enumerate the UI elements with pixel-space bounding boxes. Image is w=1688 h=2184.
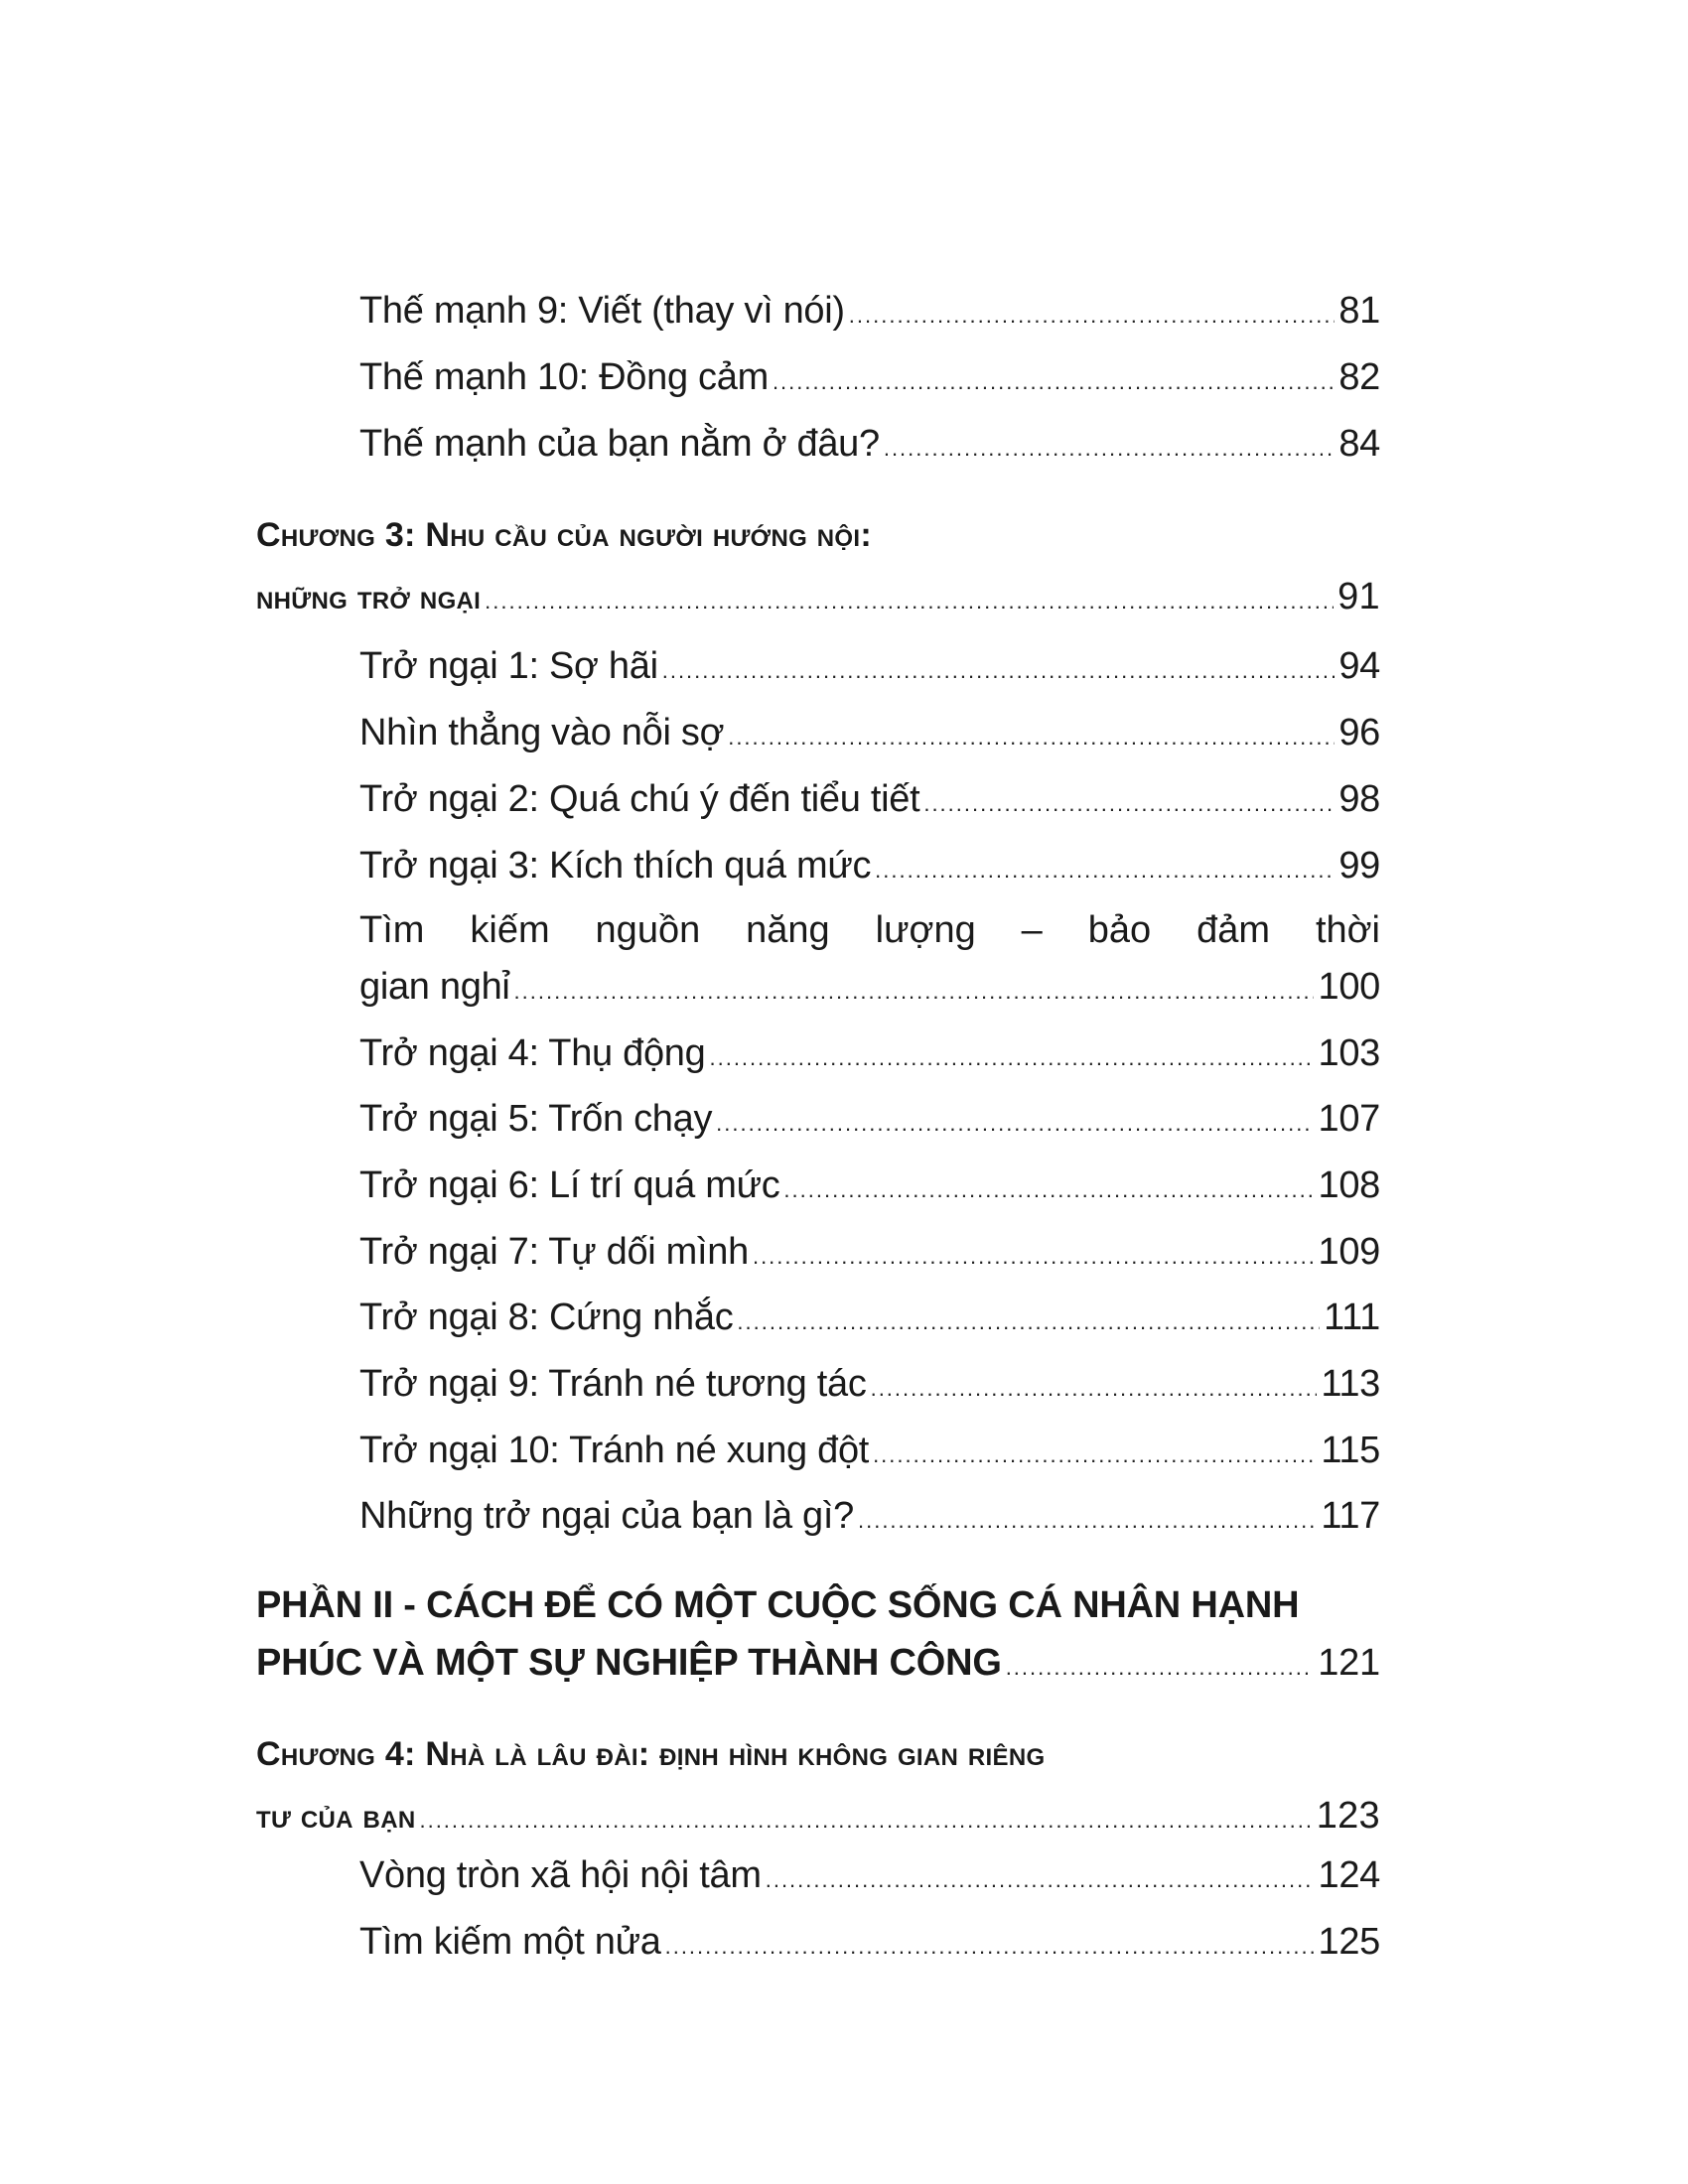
toc-entry-page: 117 — [1321, 1495, 1380, 1537]
dot-leader — [419, 1810, 1312, 1832]
chapter-3-title-line1: Chương 3: Nhu cầu của người hướng nội: — [256, 516, 872, 554]
toc-entry-title: Thế mạnh 9: Viết (thay vì nói) — [359, 290, 845, 332]
toc-entry-page: 98 — [1338, 778, 1380, 820]
toc-entry-page: 109 — [1318, 1231, 1380, 1273]
toc-entry-title: Trở ngại 7: Tự dối mình — [359, 1231, 749, 1273]
chapter-4-heading-line1[interactable] — [256, 1735, 1380, 1774]
chapter-4-title-line1: Chương 4: Nhà là lâu đài: định hình không gian riêng — [256, 1735, 1046, 1773]
dot-leader — [875, 860, 1335, 882]
toc-entry-title: Trở ngại 5: Trốn chạy — [359, 1098, 713, 1140]
toc-entry[interactable] — [359, 1297, 1380, 1339]
part-2-title-line2: PHÚC VÀ MỘT SỰ NGHIỆP THÀNH CÔNG — [256, 1642, 1002, 1684]
chapter-3-heading-line2[interactable] — [256, 576, 1380, 618]
toc-entry-page: 115 — [1321, 1430, 1380, 1471]
dot-leader — [753, 1246, 1315, 1268]
toc-entry-title: Trở ngại 1: Sợ hãi — [359, 645, 658, 687]
toc-entry[interactable] — [359, 1164, 1380, 1207]
toc-entry-page: 82 — [1338, 356, 1380, 398]
toc-entry-title: Trở ngại 10: Tránh né xung đột — [359, 1430, 870, 1471]
word: Tìm — [359, 909, 425, 951]
dot-leader — [709, 1047, 1314, 1069]
word: lượng — [875, 909, 976, 951]
toc-entry-page: 99 — [1338, 845, 1380, 887]
dot-leader — [716, 1113, 1314, 1135]
dot-leader — [1006, 1657, 1315, 1679]
toc-entry[interactable] — [359, 778, 1380, 821]
dot-leader — [662, 660, 1336, 682]
part-2-heading-line1[interactable] — [256, 1584, 1380, 1627]
word: đảm — [1196, 909, 1270, 951]
dot-leader — [858, 1510, 1317, 1532]
dot-leader — [514, 981, 1315, 1003]
toc-entry-title: Những trở ngại của bạn là gì? — [359, 1495, 854, 1537]
word: – — [1021, 909, 1043, 951]
part-2-page: 121 — [1318, 1642, 1380, 1684]
toc-entry-multiline-line2[interactable] — [359, 966, 1380, 1009]
dot-leader — [773, 371, 1335, 393]
toc-entry-page: 125 — [1318, 1921, 1380, 1963]
toc-entry-title: Trở ngại 2: Quá chú ý đến tiểu tiết — [359, 778, 920, 820]
dot-leader — [871, 1378, 1318, 1400]
toc-entry-page: 96 — [1338, 712, 1380, 753]
word: bảo — [1087, 909, 1152, 951]
chapter-3-page: 91 — [1337, 576, 1380, 617]
dot-leader — [849, 305, 1336, 327]
toc-entry[interactable] — [359, 1495, 1380, 1538]
toc-entry-title: Thế mạnh của bạn nằm ở đâu? — [359, 423, 880, 465]
toc-entry-page: 84 — [1338, 423, 1380, 465]
chapter-4-title-line2: tư của bạn — [256, 1798, 416, 1836]
chapter-4-page: 123 — [1316, 1795, 1380, 1837]
word: năng — [746, 909, 830, 951]
toc-entry-page: 94 — [1338, 645, 1380, 687]
dot-leader — [766, 1869, 1315, 1891]
toc-entry[interactable] — [359, 1363, 1380, 1406]
dot-leader — [873, 1444, 1317, 1466]
toc-entry-title: Tìm kiếm một nửa — [359, 1921, 661, 1963]
dot-leader — [783, 1179, 1314, 1201]
word: nguồn — [595, 909, 701, 951]
dot-leader — [485, 591, 1334, 613]
toc-entry-title: gian nghỉ — [359, 966, 510, 1008]
chapter-3-title-line2: những trở ngại — [256, 579, 482, 616]
toc-entry-title: Vòng tròn xã hội nội tâm — [359, 1854, 762, 1896]
toc-entry[interactable] — [359, 423, 1380, 466]
toc-entry[interactable] — [359, 1032, 1380, 1075]
part-2-title-line1: PHẦN II - CÁCH ĐỂ CÓ MỘT CUỘC SỐNG CÁ NHÂN HẠNH — [256, 1584, 1300, 1626]
toc-entry-title: Trở ngại 6: Lí trí quá mức — [359, 1164, 780, 1206]
toc-entry-page: 81 — [1338, 290, 1380, 332]
dot-leader — [884, 438, 1336, 460]
dot-leader — [923, 793, 1335, 815]
toc-entry-title: Trở ngại 8: Cứng nhắc — [359, 1297, 734, 1338]
dot-leader — [728, 727, 1335, 749]
toc-entry[interactable] — [359, 1854, 1380, 1897]
toc-entry-title: Nhìn thẳng vào nỗi sợ — [359, 712, 725, 753]
toc-entry[interactable] — [359, 712, 1380, 754]
dot-leader — [665, 1936, 1315, 1958]
toc-entry-page: 113 — [1321, 1363, 1380, 1405]
toc-entry[interactable] — [359, 1231, 1380, 1274]
toc-entry[interactable] — [359, 1098, 1380, 1141]
part-2-heading-line2[interactable] — [256, 1642, 1380, 1685]
dot-leader — [737, 1311, 1320, 1333]
chapter-3-heading-line1[interactable] — [256, 516, 1380, 555]
word: thời — [1315, 909, 1380, 951]
toc-entry-multiline-line1[interactable] — [359, 909, 1380, 952]
toc-entry-title: Thế mạnh 10: Đồng cảm — [359, 356, 769, 398]
toc-entry-page: 111 — [1324, 1297, 1380, 1338]
chapter-4-heading-line2[interactable] — [256, 1795, 1380, 1838]
toc-entry-page: 108 — [1318, 1164, 1380, 1206]
toc-entry-title: Trở ngại 3: Kích thích quá mức — [359, 845, 872, 887]
toc-entry-page: 100 — [1318, 966, 1380, 1008]
toc-entry[interactable] — [359, 1921, 1380, 1964]
toc-entry-title: Trở ngại 4: Thụ động — [359, 1032, 706, 1074]
toc-entry[interactable] — [359, 1430, 1380, 1472]
toc-entry[interactable] — [359, 845, 1380, 887]
toc-entry-title: Trở ngại 9: Tránh né tương tác — [359, 1363, 867, 1405]
toc-entry[interactable] — [359, 290, 1380, 333]
toc-entry-page: 107 — [1318, 1098, 1380, 1140]
toc-entry[interactable] — [359, 645, 1380, 688]
toc-entry-page: 124 — [1318, 1854, 1380, 1896]
toc-entry-page: 103 — [1318, 1032, 1380, 1074]
word: kiếm — [470, 909, 550, 951]
toc-entry[interactable] — [359, 356, 1380, 399]
